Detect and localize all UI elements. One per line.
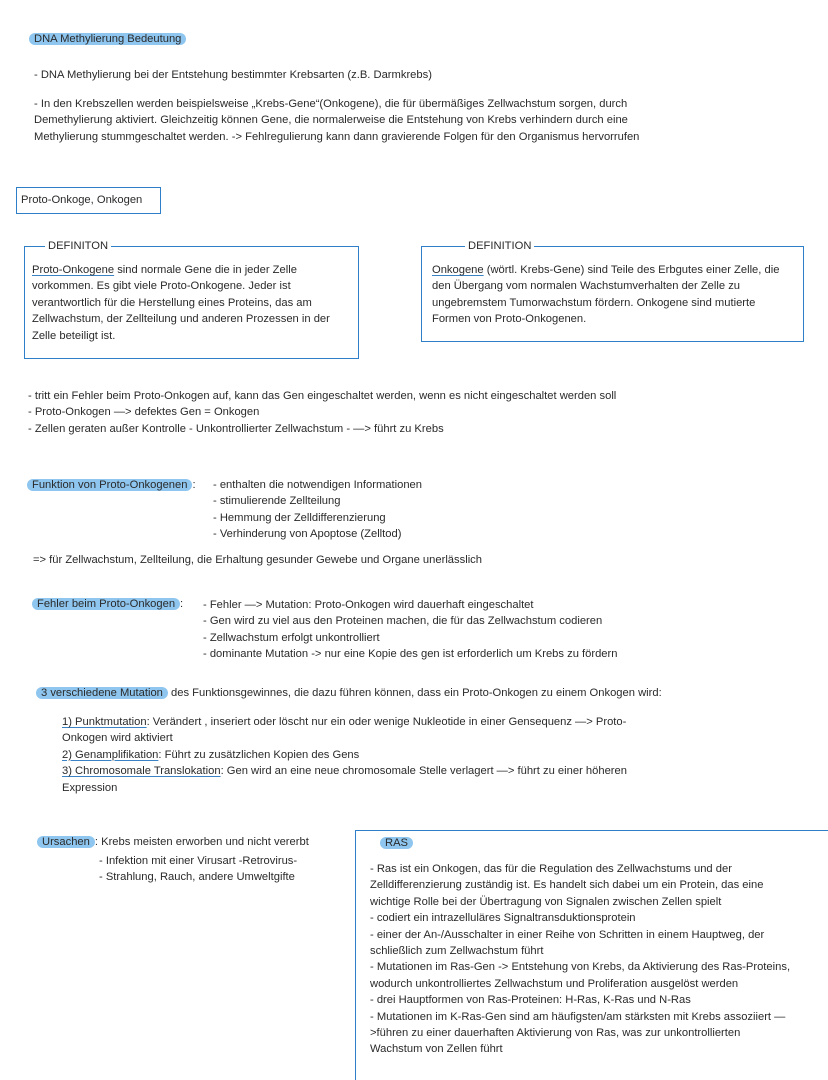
ursachen-item: - Infektion mit einer Virusart -Retrovirus- (99, 855, 298, 867)
funktion-item: - Verhinderung von Apoptose (Zelltod) (213, 528, 402, 541)
ras-line: - drei Hauptformen von Ras-Proteinen: H-Ras, K-Ras und N-Ras (370, 994, 691, 1007)
fehler-item: - Fehler —> Mutation: Proto-Onkogen wird dauerhaft eingeschaltet (203, 599, 534, 611)
ras-title (385, 835, 413, 851)
ras-line: - Ras ist ein Onkogen, das für die Regulation des Zellwachstums und der (370, 863, 732, 875)
definition-1-first-line (32, 262, 330, 278)
fehler-item: - Zellwachstum erfolgt unkontrolliert (203, 631, 380, 644)
definition-text-2 (432, 262, 779, 328)
dna-paragraph-line: - In den Krebszellen werden beispielsweise „Krebs-Gene“(Onkogene), die für übermäßiges Zellwachstum sorgen, durch (34, 98, 628, 110)
ursachen-line (42, 834, 309, 850)
translokation-term: 3) Chromosomale Translokation (62, 765, 221, 778)
term-proto-onkogene: Proto-Onkogene (32, 264, 115, 276)
mutation-item-3 (62, 763, 627, 779)
ras-title-highlight: RAS (380, 837, 413, 849)
ras-line: - codiert ein intrazelluläres Signaltransduktionsprotein (370, 912, 636, 925)
funktion-conclusion: => für Zellwachstum, Zellteilung, die Erhaltung gesunder Gewebe und Organe unerlässlich (33, 554, 482, 566)
dna-paragraph-line: Demethylierung aktiviert. Gleichzeitig können Gene, die normalerweise die Entstehung von Krebs verhindern durch eine (34, 114, 628, 127)
punktmutation-text: : Verändert , inseriert oder löscht nur ein oder wenige Nukleotide in einer Gensequenz —> Proto- (146, 716, 627, 728)
mutation-item-3-cont: Expression (62, 781, 118, 794)
term-onkogene: Onkogene (432, 264, 484, 276)
mutation-item-1-cont: Onkogen wird aktiviert (62, 732, 173, 745)
funktion-item: - stimulierende Zellteilung (213, 495, 341, 508)
ras-text (370, 861, 790, 1058)
ursachen-item: - Strahlung, Rauch, andere Umweltgifte (99, 871, 295, 884)
funktion-item: - Hemmung der Zelldifferenzierung (213, 511, 386, 524)
proto-onkogen-title: Proto-Onkoge, Onkogen (21, 194, 143, 206)
punktmutation-term: 1) Punktmutation (62, 716, 147, 728)
translokation-text: : Gen wird an eine neue chromosomale Stelle verlagert —> führt zu einer höheren (220, 765, 627, 778)
fehler-item: - Gen wird zu viel aus den Proteinen machen, die für das Zellwachstum codieren (203, 615, 603, 628)
ras-line: schließlich zum Zellwachstum führt (370, 945, 544, 958)
fehler-label (37, 596, 183, 612)
ras-line: wodurch unkontrolliertes Zellwachstum und Proliferation ausgelöst werden (370, 977, 739, 990)
ras-line: wichtige Rolle bei der Übertragung von Signalen zwischen Zellen spielt (370, 895, 722, 908)
definition-1-first-rest: sind normale Gene die in jeder Zelle (114, 264, 297, 276)
ras-line: - Mutationen im Ras-Gen -> Entstehung von Krebs, da Aktivierung des Ras-Proteins, (370, 961, 791, 974)
genamplifikation-term: 2) Genamplifikation (62, 748, 159, 761)
funktion-colon: : (192, 479, 196, 491)
ursachen-list (99, 853, 297, 886)
fehler-list (203, 597, 617, 663)
bullet-item: - Proto-Onkogen —> defektes Gen = Onkogen (28, 406, 260, 419)
definition-1-line: verantwortlich für die Herstellung eines Proteins, das am (32, 296, 312, 309)
ursachen-label-highlight: Ursachen (37, 836, 95, 848)
fehler-item: - dominante Mutation -> nur eine Kopie des gen ist erforderlich um Krebs zu fördern (203, 648, 618, 661)
bullet-item: - Zellen geraten außer Kontrolle - Unkontrollierter Zellwachstum - —> führt zu Krebs (28, 422, 444, 435)
bullet-item: - tritt ein Fehler beim Proto-Onkogen auf, kann das Gen eingeschaltet werden, wenn es nicht eingeschaltet werden soll (28, 390, 617, 402)
mutation-list (62, 714, 627, 796)
ras-line: - einer der An-/Ausschalter in einer Reihe von Schritten in einem Hauptweg, der (370, 928, 765, 941)
funktion-label-highlight: Funktion von Proto-Onkogenen (27, 479, 192, 491)
mutation-intro-rest: des Funktionsgewinnes, die dazu führen können, dass ein Proto-Onkogen zu einem Onkogen wird: (167, 687, 662, 699)
ras-line: >führen zu einer dauerhaften Aktivierung von Ras, was zur unkontrollierten (370, 1027, 741, 1040)
funktion-list (213, 477, 422, 543)
heading-highlight: DNA Methylierung Bedeutung (29, 33, 186, 45)
fehler-colon: : (180, 598, 184, 610)
funktion-item: - enthalten die notwendigen Informationen (213, 479, 422, 491)
definition-2-line: ungebremstem Tumorwachstum fördern. Onkogene sind mutierte (432, 296, 756, 309)
definition-2-line: Formen von Proto-Onkogenen. (432, 313, 587, 326)
ursachen-text: : Krebs meisten erworben und nicht vererbt (94, 836, 309, 848)
proto-onkogen-bullets (28, 388, 616, 437)
funktion-label (32, 477, 196, 493)
definition-1-line: vorkommen. Es gibt viele Proto-Onkogene. Jeder ist (32, 280, 291, 293)
definition-1-line: Zelle beteiligt ist. (32, 329, 116, 342)
mutation-item-2 (62, 747, 627, 763)
genamplifikation-text: : Führt zu zusätzlichen Kopien des Gens (158, 748, 360, 761)
section-heading-dna-methylierung (34, 31, 186, 47)
dna-line-1: - DNA Methylierung bei der Entstehung bestimmter Krebsarten (z.B. Darmkrebs) (34, 69, 432, 81)
definition-2-first-rest: (wörtl. Krebs-Gene) sind Teile des Erbgutes einer Zelle, die (483, 264, 780, 276)
fehler-label-highlight: Fehler beim Proto-Onkogen (32, 598, 180, 610)
dna-paragraph (34, 96, 639, 145)
definition-legend-1: DEFINITON (45, 239, 111, 253)
definition-2-first-line (432, 262, 779, 278)
mutation-intro (41, 685, 662, 701)
definition-text-1 (32, 262, 330, 344)
mutation-item-1 (62, 714, 627, 730)
ras-line: Zelldifferenzierung zuständig ist. Es handelt sich dabei um ein Protein, das eine (370, 879, 764, 892)
ras-line: - Mutationen im K-Ras-Gen sind am häufigsten/am stärksten mit Krebs assoziiert — (370, 1010, 786, 1023)
definition-legend-2: DEFINITION (465, 239, 534, 253)
dna-paragraph-line: Methylierung stummgeschaltet werden. -> Fehlregulierung kann dann gravierende Folgen für den Organismus hervorrufen (34, 130, 640, 143)
definition-1-line: Zellwachstum, der Zellteilung und anderen Prozessen in der (32, 313, 330, 326)
ras-line: Wachstum von Zellen führt (370, 1043, 503, 1056)
definition-2-line: den Übergang vom normalen Wachstumverhalten der Zelle zu (432, 280, 741, 293)
mutation-label-highlight: 3 verschiedene Mutation (36, 687, 168, 699)
proto-onkogen-title-box (16, 187, 161, 214)
